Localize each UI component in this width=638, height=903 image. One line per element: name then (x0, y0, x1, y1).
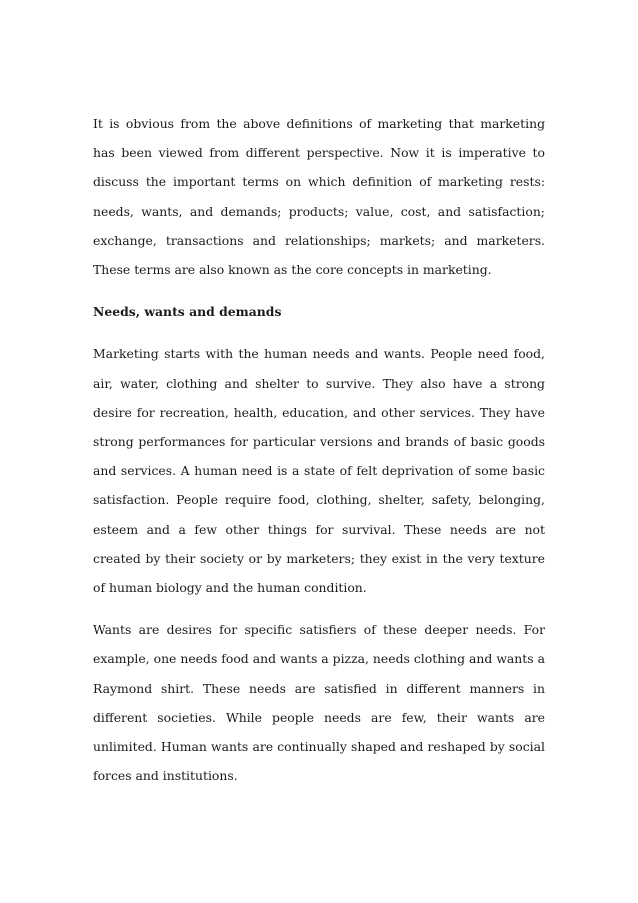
wants-paragraph: Wants are desires for specific satisfiers of these deeper needs. For example, one needs food and wants a pizza, needs clothing and wants a Raymond shirt. These needs are satisfied in different manners in different societies. While people needs are few, their wants are unlimited. Human wants are continually shaped and reshaped by social forces and institutions. (93, 622, 545, 784)
document-body (93, 109, 545, 790)
intro-paragraph: It is obvious from the above definitions of marketing that marketing has been viewed from different perspective. Now it is imperative to discuss the important terms on which definition of marketing rests: needs, wants, and demands; products; value, cost, and satisfaction; exchange, transactions and relationships; markets; and marketers. These terms are also known as the core concepts in marketing. (93, 116, 545, 278)
needs-paragraph: Marketing starts with the human needs and wants. People need food, air, water, clothing and shelter to survive. They also have a strong desire for recreation, health, education, and other services. They have strong performances for particular versions and brands of basic goods and services. A human need is a state of felt deprivation of some basic satisfaction. People require food, clothing, shelter, safety, belonging, esteem and a few other things for survival. These needs are not created by their society or by marketers; they exist in the very texture of human biology and the human condition. (93, 346, 545, 596)
section-heading: Needs, wants and demands (93, 304, 282, 320)
